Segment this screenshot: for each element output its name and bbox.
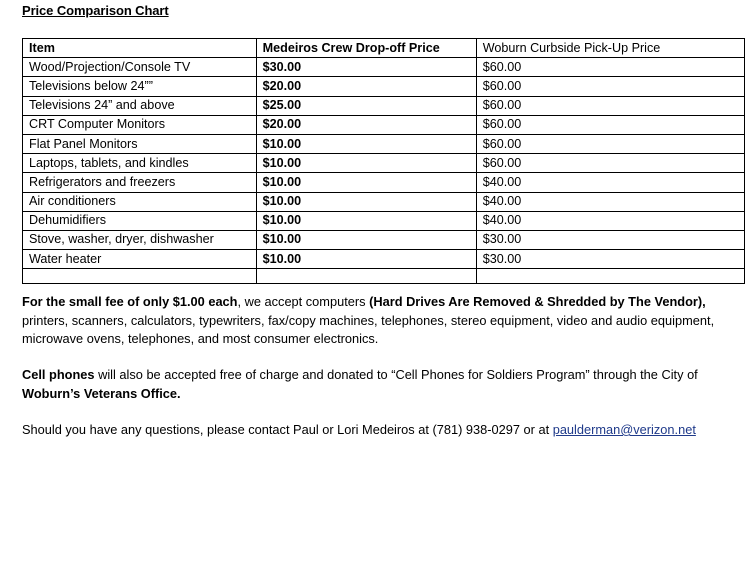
page-title: Price Comparison Chart (22, 3, 169, 18)
item-cell: CRT Computer Monitors (23, 115, 257, 134)
table-row (23, 192, 745, 211)
woburn-price-cell: $30.00 (476, 250, 744, 269)
woburn-price-cell: $60.00 (476, 134, 744, 153)
crew-price-cell: $10.00 (256, 230, 476, 249)
woburn-price-cell: $60.00 (476, 115, 744, 134)
item-cell: Water heater (23, 250, 257, 269)
contact-paragraph (22, 421, 742, 440)
item-cell: Dehumidifiers (23, 211, 257, 230)
cell-phones-text: will also be accepted free of charge and donated to “Cell Phones for Soldiers Program” through the City of (94, 367, 698, 382)
cell-phones-lead: Cell phones (22, 367, 95, 382)
crew-price-cell: $10.00 (256, 134, 476, 153)
item-cell: Refrigerators and freezers (23, 173, 257, 192)
woburn-price-cell: $40.00 (476, 211, 744, 230)
woburn-price-cell: $60.00 (476, 154, 744, 173)
fee-text-b: printers, scanners, calculators, typewriters, fax/copy machines, telephones, stereo equipment, video and audio equipment, microwave ovens, telephones, and most consumer electronics. (22, 312, 715, 346)
crew-price-cell: $20.00 (256, 77, 476, 96)
item-cell: Stove, washer, dryer, dishwasher (23, 230, 257, 249)
woburn-price-cell: $40.00 (476, 192, 744, 211)
crew-price-cell: $20.00 (256, 115, 476, 134)
empty-cell (256, 269, 476, 284)
table-row (23, 115, 745, 134)
table-row (23, 154, 745, 173)
crew-price-cell: $10.00 (256, 173, 476, 192)
fee-lead-text: For the small fee of only $1.00 each (22, 294, 238, 309)
woburn-price-cell: $60.00 (476, 58, 744, 77)
woburn-price-cell: $60.00 (476, 96, 744, 115)
woburn-price-cell: $30.00 (476, 230, 744, 249)
table-row (23, 230, 745, 249)
empty-cell (476, 269, 744, 284)
empty-cell (23, 269, 257, 284)
item-cell: Televisions below 24”” (23, 77, 257, 96)
item-cell: Laptops, tablets, and kindles (23, 154, 257, 173)
table-row (23, 173, 745, 192)
item-cell: Flat Panel Monitors (23, 134, 257, 153)
header-item: Item (23, 39, 257, 58)
woburn-price-cell: $40.00 (476, 173, 744, 192)
table-row (23, 77, 745, 96)
table-row (23, 250, 745, 269)
item-cell: Air conditioners (23, 192, 257, 211)
table-row (23, 211, 745, 230)
price-comparison-table (22, 38, 745, 284)
item-cell: Wood/Projection/Console TV (23, 58, 257, 77)
table-row (23, 96, 745, 115)
crew-price-cell: $10.00 (256, 211, 476, 230)
crew-price-cell: $25.00 (256, 96, 476, 115)
table-row (23, 58, 745, 77)
item-cell: Televisions 24” and above (23, 96, 257, 115)
table-row (23, 134, 745, 153)
woburn-price-cell: $60.00 (476, 77, 744, 96)
header-woburn-price: Woburn Curbside Pick-Up Price (476, 39, 744, 58)
email-link[interactable]: paulderman@verizon.net (552, 422, 696, 437)
crew-price-cell: $30.00 (256, 58, 476, 77)
header-crew-price: Medeiros Crew Drop-off Price (256, 39, 476, 58)
crew-price-cell: $10.00 (256, 192, 476, 211)
veterans-office-text: Woburn’s Veterans Office. (22, 385, 181, 401)
computers-fee-paragraph (22, 293, 742, 349)
cell-phones-paragraph (22, 366, 742, 403)
fee-text-a: , we accept computers (237, 294, 370, 309)
contact-text: Should you have any questions, please contact Paul or Lori Medeiros at (781) 938-0297 or at (22, 422, 553, 437)
crew-price-cell: $10.00 (256, 154, 476, 173)
hard-drives-note: (Hard Drives Are Removed & Shredded by The Vendor), (369, 294, 706, 309)
table-header-row (23, 39, 745, 58)
table-empty-row (23, 269, 745, 284)
crew-price-cell: $10.00 (256, 250, 476, 269)
